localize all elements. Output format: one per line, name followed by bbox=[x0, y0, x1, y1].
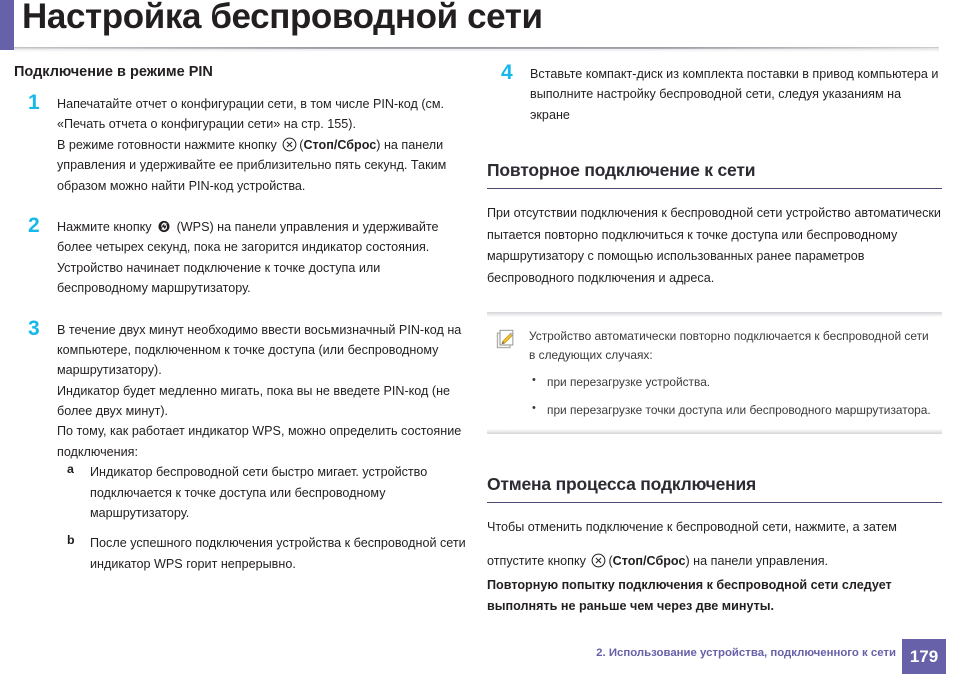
note-bullet-item: • при перезагрузке устройства. bbox=[529, 373, 934, 391]
step-3 bbox=[14, 316, 469, 575]
page-footer bbox=[0, 629, 954, 675]
step-1 bbox=[14, 91, 469, 196]
section-heading-cancel: Отмена процесса подключения bbox=[487, 474, 942, 503]
stop-reset-icon bbox=[282, 137, 297, 152]
note-bullet-item: • при перезагрузке точки доступа или беспроводного маршрутизатора. bbox=[529, 401, 934, 419]
sub-item-b-letter: b bbox=[67, 533, 75, 548]
cancel-body-line-1: Чтобы отменить подключение к беспроводной сети, нажмите, а затем bbox=[487, 520, 897, 535]
note-box-reconnect bbox=[487, 312, 942, 435]
left-column bbox=[14, 64, 469, 587]
right-column bbox=[487, 61, 942, 618]
step-2-tail: (WPS) на панели управления и удерживайте более четырех секунд, пока не загорится индикатор состояния. bbox=[57, 219, 439, 255]
cancel-line2-lead: отпустите кнопку bbox=[487, 553, 590, 568]
step-1-paragraph-2-lead: В режиме готовности нажмите кнопку bbox=[57, 137, 281, 152]
cancel-button-label: Стоп/Сброс bbox=[612, 553, 686, 568]
note-bullet-list bbox=[529, 373, 934, 419]
step-3-number: 3 bbox=[28, 316, 40, 340]
note-text: Устройство автоматически повторно подключается к беспроводной сети в следующих случаях: bbox=[529, 328, 929, 362]
sub-item-b-text: После успешного подключения устройства к беспроводной сети индикатор WPS горит непрерывно. bbox=[90, 536, 466, 571]
cancel-warning: Повторную попытку подключения к беспроводной сети следует выполнять не раньше чем через две минуты. bbox=[487, 577, 892, 614]
note-pencil-icon bbox=[495, 328, 517, 350]
step-2-paragraph-2: Устройство начинает подключение к точке доступа или беспроводному маршрутизатору. bbox=[57, 260, 381, 296]
step-3-paragraph-1: В течение двух минут необходимо ввести восьмизначный PIN-код на компьютере, подключенном к точке доступа (или беспроводному маршрутизатору). bbox=[57, 322, 462, 378]
sub-item-a-text: Индикатор беспроводной сети быстро мигает. устройство подключается к точке доступа или беспроводному маршрутизатору. bbox=[90, 465, 428, 521]
step-2 bbox=[14, 213, 469, 299]
step-4 bbox=[487, 61, 942, 125]
step-4-number: 4 bbox=[501, 61, 513, 84]
step-4-text: Вставьте компакт-диск из комплекта поставки в привод компьютера и выполните настройку беспроводной сети, следуя указаниям на экране bbox=[530, 67, 939, 122]
page-header bbox=[0, 0, 954, 52]
footer-chapter-label: 2. Использование устройства, подключенного к сети bbox=[596, 647, 896, 659]
header-accent-bar bbox=[0, 0, 14, 50]
note-inner bbox=[487, 327, 934, 420]
cancel-line2-tail: ) на панели управления. bbox=[685, 553, 829, 568]
step-1-number: 1 bbox=[28, 91, 40, 114]
step-2-lead: Нажмите кнопку bbox=[57, 219, 156, 234]
step-1-paragraph-2: В режиме готовности нажмите кнопку (Стоп/Сброс) на панели управления и удерживайте ее приблизительно пять секунд. Таким образом можно найти PIN-код устройства. bbox=[57, 137, 447, 193]
section-heading-reconnect: Повторное подключение к сети bbox=[487, 160, 942, 189]
sub-item-b bbox=[57, 533, 469, 574]
page-number-badge: 179 bbox=[902, 639, 946, 674]
step-1-paragraph-2-tail: ) на панели управления и удерживайте ее приблизительно пять секунд. Таким образом можно найти PIN-код устройства. bbox=[57, 137, 447, 193]
section-heading-pin-mode: Подключение в режиме PIN bbox=[14, 64, 213, 80]
sub-item-a bbox=[57, 462, 469, 523]
step-3-paragraph-2: Индикатор будет медленно мигать, пока вы не введете PIN-код (не более двух минут). bbox=[57, 383, 451, 419]
wps-icon bbox=[157, 219, 171, 234]
step-3-paragraph-3: По тому, как работает индикатор WPS, можно определить состояние подключения: bbox=[57, 424, 462, 459]
step-2-paragraph-1 bbox=[57, 217, 469, 258]
reconnect-body: При отсутствии подключения к беспроводной сети устройство автоматически пытается повторно подключиться к точке доступа или беспроводному маршрутизатору с помощью использованных ранее параметров беспроводного подключения и адреса. bbox=[487, 206, 941, 286]
cancel-body-line-2: отпустите кнопку (Стоп/Сброс) на панели управления. bbox=[487, 553, 829, 568]
step-1-button-label: Стоп/Сброс bbox=[303, 137, 377, 152]
header-divider bbox=[14, 47, 939, 53]
step-2-number: 2 bbox=[28, 213, 40, 237]
page-title: Настройка беспроводной сети bbox=[22, 0, 543, 36]
step-1-paragraph-1: Напечатайте отчет о конфигурации сети, в том числе PIN-код (см. «Печать отчета о конфигурации сети» на стр. 155). bbox=[57, 97, 445, 132]
sub-item-a-letter: a bbox=[67, 462, 74, 477]
stop-reset-icon bbox=[591, 553, 606, 568]
